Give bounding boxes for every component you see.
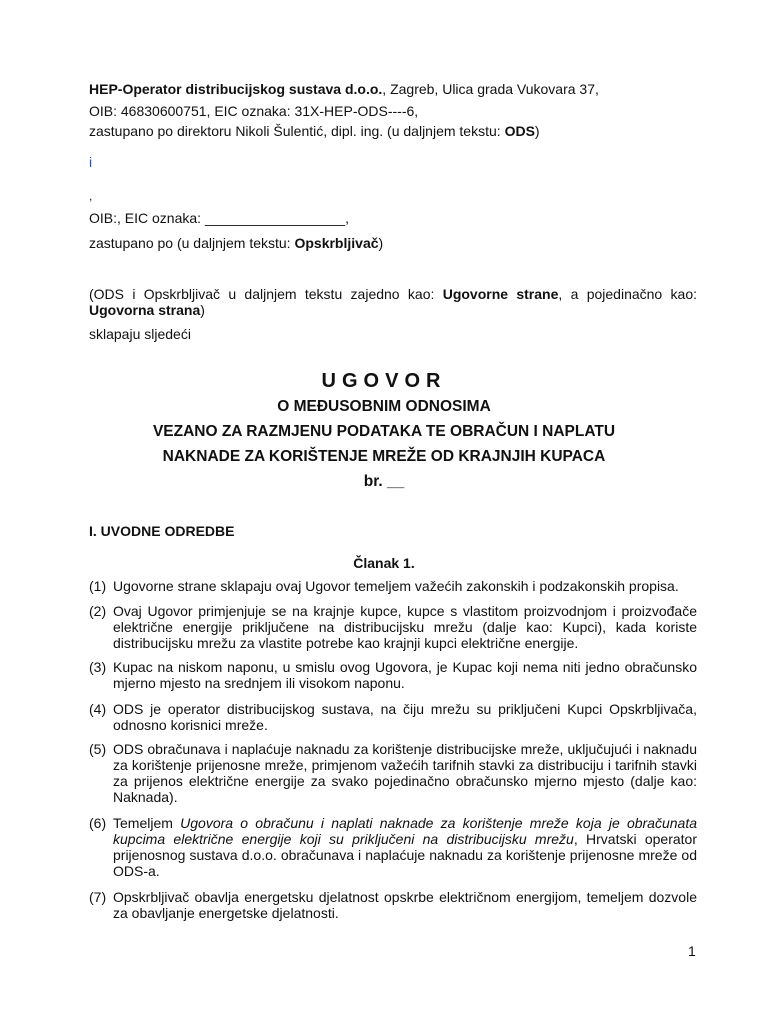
ods-represented-suffix: ) bbox=[534, 123, 540, 139]
parties-note-suffix: ) bbox=[200, 302, 205, 318]
list-item bbox=[89, 603, 697, 651]
list-item bbox=[89, 889, 697, 921]
list-item bbox=[89, 578, 697, 594]
ods-represented-line bbox=[89, 123, 540, 140]
contract-subtitle-line1: O MEĐUSOBNIM ODNOSIMA bbox=[277, 398, 491, 415]
contract-title: UGOVOR bbox=[321, 370, 447, 392]
supplier-term: Opskrbljivač bbox=[294, 235, 379, 251]
supplier-represented-prefix: zastupano po (u daljnjem tekstu: bbox=[89, 235, 295, 251]
ods-term: ODS bbox=[504, 123, 535, 139]
list-item-number: (1) bbox=[89, 578, 107, 594]
contract-number: br. __ bbox=[363, 473, 405, 490]
list-item-text: Ugovorne strane sklapaju ovaj Ugovor temeljem važećih zakonskih i podzakonskih propisa. bbox=[113, 578, 679, 594]
page-number: 1 bbox=[688, 943, 696, 959]
list-item-number: (2) bbox=[89, 603, 107, 619]
list-item-number: (5) bbox=[89, 741, 107, 757]
list-item bbox=[89, 659, 697, 691]
list-item-number: (7) bbox=[89, 889, 107, 905]
list-item-number: (3) bbox=[89, 659, 107, 675]
supplier-oib-line: OIB:, EIC oznaka: __________________, bbox=[89, 210, 349, 226]
list-item bbox=[89, 741, 697, 805]
list-item-text: Ovaj Ugovor primjenjuje se na krajnje kupce, kupce s vlastitom proizvodnjom i proizvođače električne energije priključene na distribucijsku mrežu (dalje kao: Kupci), kada koriste distribucijsku mrežu za vlastite potrebe kao krajnji kupci električne energije. bbox=[113, 603, 697, 651]
blank-party-comma: , bbox=[89, 189, 93, 203]
contract-subtitle-line2: VEZANO ZA RAZMJENU PODATAKA TE OBRAČUN I NAPLATU bbox=[152, 423, 616, 440]
parties-note bbox=[89, 286, 697, 318]
referenced-contract-title: Ugovora o obračunu i naplati naknade za korištenje mreže koja je obračunata kupcima električne energije koji su priključeni na distribucijsku mrežu bbox=[113, 815, 698, 847]
ods-company-line bbox=[89, 81, 599, 98]
article-heading: Članak 1. bbox=[353, 555, 415, 571]
list-item-text-prefix: Temeljem bbox=[113, 815, 181, 831]
conjunction-i: i bbox=[89, 154, 93, 170]
list-item-text: ODS je operator distribucijskog sustava, na čiju mrežu su priključeni Kupci Opskrbljivača, odnosno korisnici mreže. bbox=[113, 701, 697, 733]
list-item-number: (6) bbox=[89, 815, 107, 831]
ods-oib-line: OIB: 46830600751, EIC oznaka: 31X-HEP-ODS----6, bbox=[89, 103, 419, 119]
list-item-text: Opskrbljivač obavlja energetsku djelatnost opskrbe električnom energijom, temeljem dozvole za obavljanje energetske djelatnosti. bbox=[113, 889, 697, 921]
ods-company-address: , Zagreb, Ulica grada Vukovara 37, bbox=[382, 81, 599, 97]
list-item-text bbox=[113, 815, 697, 879]
supplier-represented-line bbox=[89, 235, 383, 252]
supplier-represented-suffix: ) bbox=[378, 235, 384, 251]
list-item-text: ODS obračunava i naplaćuje naknadu za korištenje distribucijske mreže, uključujući i naknadu za korištenje prijenosne mreže, primjenom važećih tarifnih stavki za distribuciju i tarifnih stavki za prijenos električne energije za svako pojedinačno obračunsko mjerno mjesto (dalje kao: Naknada). bbox=[113, 741, 697, 805]
section-heading: I. UVODNE ODREDBE bbox=[89, 523, 235, 539]
list-item-number: (4) bbox=[89, 701, 107, 717]
list-item-text: Kupac na niskom naponu, u smislu ovog Ugovora, je Kupac koji nema niti jedno obračunsko mjerno mjesto na srednjem ili visokom naponu. bbox=[113, 659, 697, 691]
list-item-text-suffix: , Hrvatski operator prijenosnog sustava d.o.o. obračunava i naplaćuje naknadu za korištenje prijenosne mreže od ODS-a. bbox=[113, 831, 697, 879]
parties-note-prefix: (ODS i Opskrbljivač u daljnjem tekstu zajedno kao: bbox=[89, 286, 443, 302]
ods-company-name: HEP-Operator distribucijskog sustava d.o.o. bbox=[89, 81, 383, 97]
contract-subtitle-line3: NAKNADE ZA KORIŠTENJE MREŽE OD KRAJNJIH KUPACA bbox=[162, 448, 606, 465]
parties-note-middle: , a pojedinačno kao: bbox=[558, 286, 698, 302]
conclude-text: sklapaju sljedeći bbox=[89, 326, 191, 342]
list-item bbox=[89, 701, 697, 733]
list-item bbox=[89, 815, 697, 879]
parties-term-singular: Ugovorna strana bbox=[89, 302, 201, 318]
ods-represented-prefix: zastupano po direktoru Nikoli Šulentić, dipl. ing. (u daljnjem tekstu: bbox=[89, 123, 505, 139]
parties-term-plural: Ugovorne strane bbox=[442, 286, 559, 302]
